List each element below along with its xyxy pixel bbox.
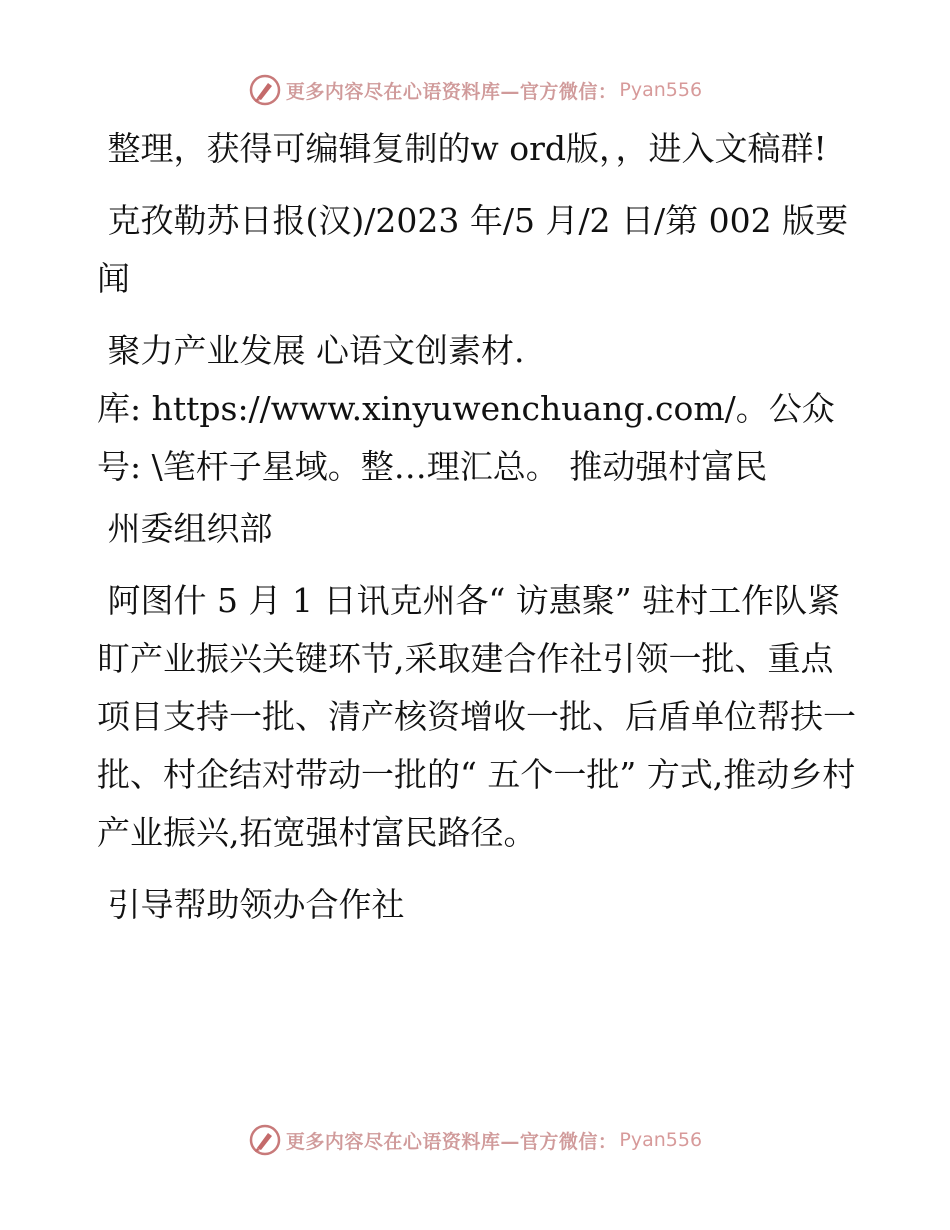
footer-watermark-banner: [0, 1120, 950, 1160]
banner-text: 更多内容尽在心语资料库—官方微信：: [285, 80, 618, 103]
header-watermark-banner: [0, 70, 950, 110]
paragraph-subheading: 引导帮助领办合作社: [97, 885, 405, 924]
banner-text: 更多内容尽在心语资料库—官方微信：: [285, 1130, 618, 1153]
banner-handle: Pyan556: [619, 1129, 703, 1151]
paragraph-title: 聚力产业发展 心语文创素材. 库: https://www.xinyuwenchuang.com/。公众号: \笔杆子星域。整…理汇总。 推动强村富民: [97, 331, 835, 486]
document-body: [97, 120, 857, 948]
banner-handle: Pyan556: [619, 79, 703, 101]
pen-nib-logo-icon: [248, 73, 282, 107]
pen-nib-logo-icon: [248, 1123, 282, 1157]
paragraph-intro: 整理，获得可编辑复制的w ord版，，进入文稿群!: [97, 129, 827, 168]
paragraph-source: 克孜勒苏日报(汉)/2023 年/5 月/2 日/第 002 版要闻: [97, 201, 849, 298]
paragraph-body: 阿图什 5 月 1 日讯克州各“ 访惠聚” 驻村工作队紧盯产业振兴关键环节,采取建合作社引领一批、重点项目支持一批、清产核资增收一批、后盾单位帮扶一批、村企结对带动一批的“ 五个一批” 方式,推动乡村产业振兴,拓宽强村富民路径。: [97, 581, 856, 852]
paragraph-author: 州委组织部: [97, 509, 273, 548]
